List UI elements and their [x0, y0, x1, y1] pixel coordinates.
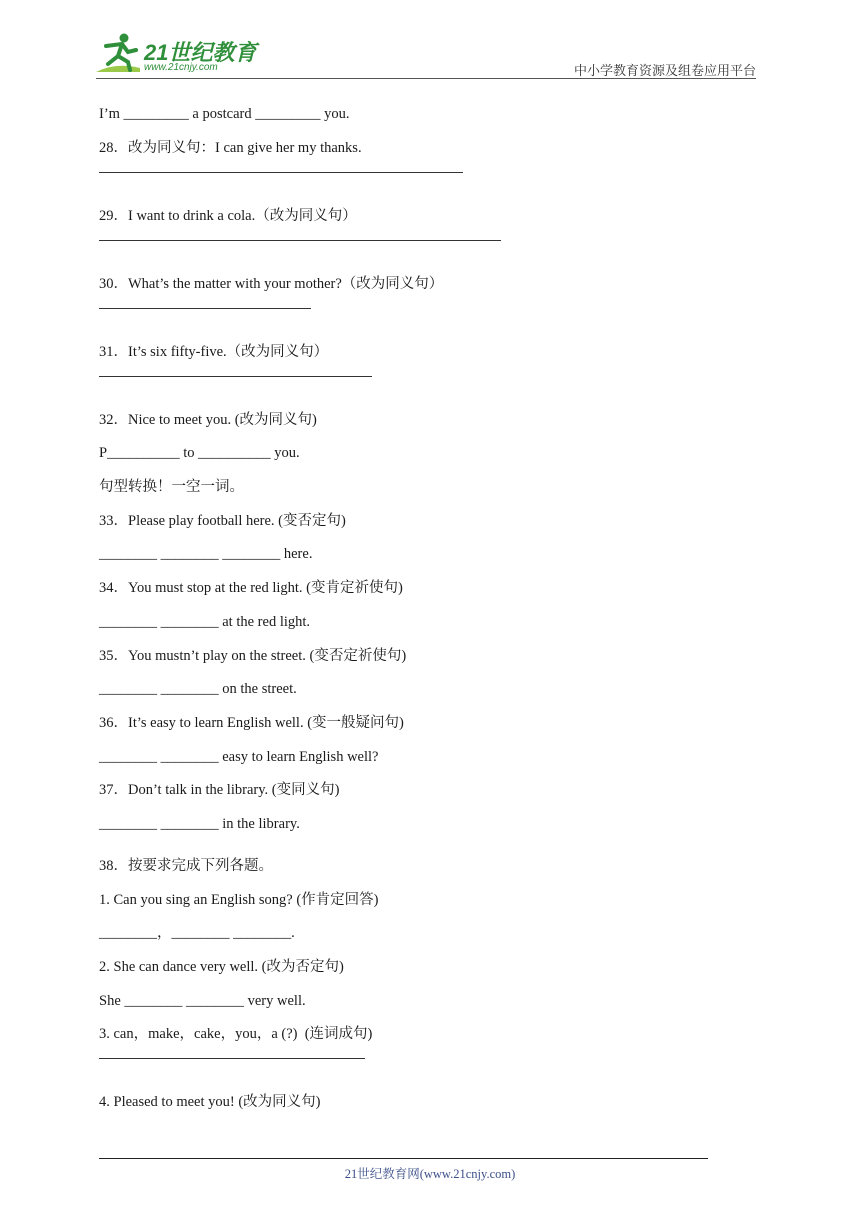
answer-line [99, 1058, 365, 1060]
question-38: 38．按要求完成下列各题。 [99, 857, 273, 874]
question-line: I’m _________ a postcard _________ you. [99, 106, 350, 122]
footer-divider [99, 1158, 708, 1159]
question-38-2: 2. She can dance very well. (改为否定句) [99, 959, 344, 975]
question-33: 33．Please play football here. (变否定句) [99, 512, 346, 529]
answer-36: ________ ________ easy to learn English well? [99, 748, 379, 765]
runner-logo-icon [94, 32, 142, 76]
question-34: 34．You must stop at the red light. (变肯定祈使句) [99, 580, 403, 597]
document-body [99, 104, 739, 1126]
answer-33: ________ ________ ________ here. [99, 546, 313, 563]
answer-line [99, 240, 501, 242]
question-29: 29．I want to drink a cola.（改为同义句） [99, 207, 357, 224]
logo-url: www.21cnjy.com [144, 62, 218, 73]
question-38-4: 4. Pleased to meet you! (改为同义句) [99, 1094, 321, 1111]
answer-37: ________ ________ in the library. [99, 815, 300, 832]
page-footer: 21世纪教育网(www.21cnjy.com) [344, 1167, 516, 1181]
answer-38-2: She ________ ________ very well. [99, 992, 306, 1009]
question-35: 35．You mustn’t play on the street. (变否定祈使句) [99, 647, 407, 664]
site-logo [94, 32, 264, 78]
question-31: 31．It’s six fifty-five.（改为同义句） [99, 343, 329, 360]
header-divider [96, 78, 756, 79]
question-38-1: 1. Can you sing an English song? (作肯定回答) [99, 891, 379, 908]
answer-line [99, 376, 372, 378]
question-32: 32．Nice to meet you. (改为同义句) [99, 411, 317, 428]
answer-line [99, 172, 463, 174]
platform-name: 中小学教育资源及组卷应用平台 [573, 64, 756, 79]
section-instruction: 句型转换！一空一词。 [99, 479, 244, 496]
answer-35: ________ ________ on the street. [99, 681, 297, 698]
answer-34: ________ ________ at the red light. [99, 613, 311, 630]
question-36: 36．It’s easy to learn English well. (变一般疑问句) [99, 714, 404, 731]
question-30: 30．What’s the matter with your mother?（改为同义句） [99, 275, 444, 292]
question-37: 37．Don’t talk in the library. (变同义句) [99, 782, 340, 799]
answer-line [99, 308, 311, 310]
page-header [0, 0, 860, 80]
logo-text: 21世纪教育 [144, 40, 257, 65]
answer-38-1: ________，________ ________. [99, 925, 295, 942]
question-38-3: 3. can，make，cake，you，a (?) (连词成句) [99, 1026, 373, 1043]
question-28: 28．改为同义句：I can give her my thanks. [99, 139, 362, 156]
answer-32: P__________ to __________ you. [99, 445, 300, 462]
